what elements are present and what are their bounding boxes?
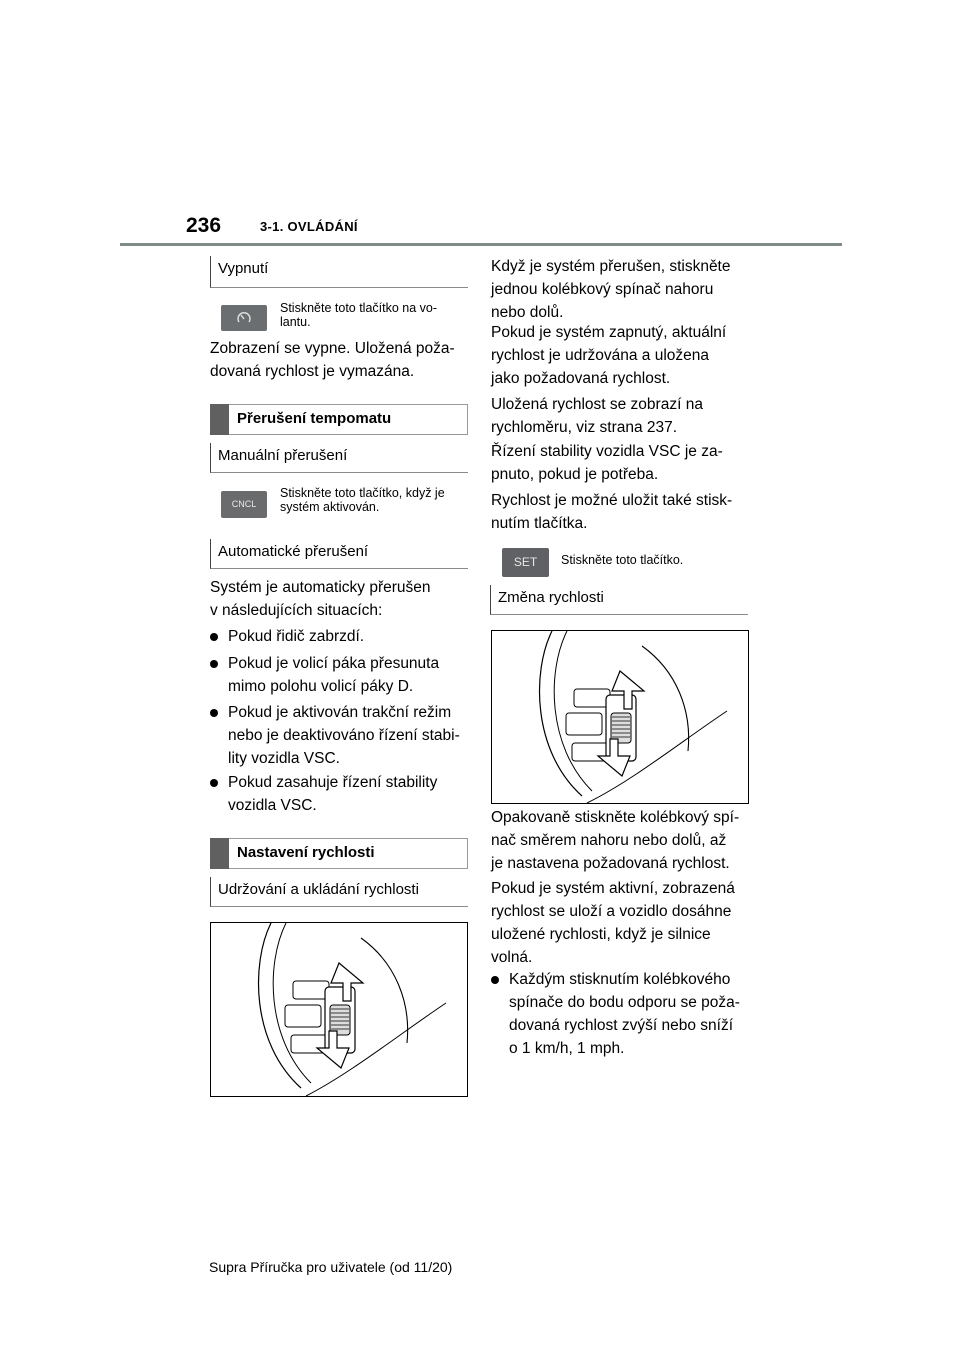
paragraph: Pokud je systém aktivní, zobrazená rychlost se uloží a vozidlo dosáhne uložené rychlosti, když je silnice volná.: [491, 880, 735, 966]
button-note-set: Stiskněte toto tlačítko.: [561, 553, 684, 567]
paragraph: Pokud je systém zapnutý, aktuální rychlost je udržována a uložena jako požadovaná rychlost.: [491, 324, 727, 387]
section-title: 3-1. OVLÁDÁNÍ: [260, 219, 358, 234]
speed-off-icon: [221, 305, 267, 331]
rocker-switch-drawing: [211, 923, 467, 1096]
heading-preruseni: [210, 404, 468, 435]
bullet-dot: [210, 660, 218, 668]
heading-bar: [210, 404, 229, 435]
header-rule: [120, 243, 842, 246]
bullet-item: Pokud řidič zabrzdí.: [210, 625, 472, 648]
subheading-udrzovani: Udržování a ukládání rychlosti: [210, 877, 468, 907]
bullet-dot: [210, 709, 218, 717]
heading-preruseni-label: Přerušení tempomatu: [237, 410, 392, 427]
bullet-item: Pokud je volicí páka přesunuta mimo polohu volicí páky D.: [210, 652, 472, 698]
button-note-vypnuti: Stiskněte toto tlačítko na vo- lantu.: [280, 301, 438, 329]
page-number: 236: [186, 214, 222, 237]
heading-nastaveni: [210, 838, 468, 869]
paragraph: Když je systém přerušen, stiskněte jednou kolébkový spínač nahoru nebo dolů.: [491, 258, 731, 321]
bullet-item: Každým stisknutím kolébkového spínače do bodu odporu se poža- dovaná rychlost zvýší nebo sníží o 1 km/h, 1 mph.: [491, 968, 756, 1060]
set-button: SET: [502, 548, 549, 577]
bullet-item: Pokud je aktivován trakční režim nebo je deaktivováno řízení stabi- lity vozidla VSC.: [210, 701, 472, 770]
rocker-switch-drawing: [492, 631, 748, 803]
steering-wheel-button: [221, 305, 267, 331]
paragraph: Rychlost je možné uložit také stisk- nutím tlačítka.: [491, 492, 733, 532]
paragraph: Řízení stability vozidla VSC je za- pnuto, pokud je potřeba.: [491, 443, 723, 483]
bullet-dot: [491, 976, 499, 984]
subheading-vypnuti: Vypnutí: [210, 256, 468, 288]
text-vypnuti: Zobrazení se vypne. Uložená poža- dovaná rychlost je vymazána.: [210, 340, 455, 380]
steering-wheel-illustration: [210, 922, 468, 1097]
text-auto: Systém je automaticky přerušen v následujících situacích:: [210, 579, 431, 619]
bullet-dot: [210, 779, 218, 787]
steering-wheel-illustration: [491, 630, 749, 804]
bullet-dot: [210, 633, 218, 641]
button-note-cncl: Stiskněte toto tlačítko, když je systém aktivován.: [280, 486, 445, 514]
subheading-zmena: Změna rychlosti: [490, 585, 748, 615]
heading-nastaveni-label: Nastavení rychlosti: [237, 844, 375, 861]
paragraph: Opakovaně stiskněte kolébkový spí- nač směrem nahoru nebo dolů, až je nastavena požadovaná rychlost.: [491, 809, 740, 872]
bullet-item: Pokud zasahuje řízení stability vozidla VSC.: [210, 771, 472, 817]
heading-bar: [210, 838, 229, 869]
cncl-button: CNCL: [221, 491, 267, 518]
subheading-manual: Manuální přerušení: [210, 443, 468, 473]
footer-text: Supra Příručka pro uživatele (od 11/20): [209, 1259, 453, 1275]
subheading-auto: Automatické přerušení: [210, 539, 468, 569]
paragraph: Uložená rychlost se zobrazí na rychloměru, viz strana 237.: [491, 396, 703, 436]
